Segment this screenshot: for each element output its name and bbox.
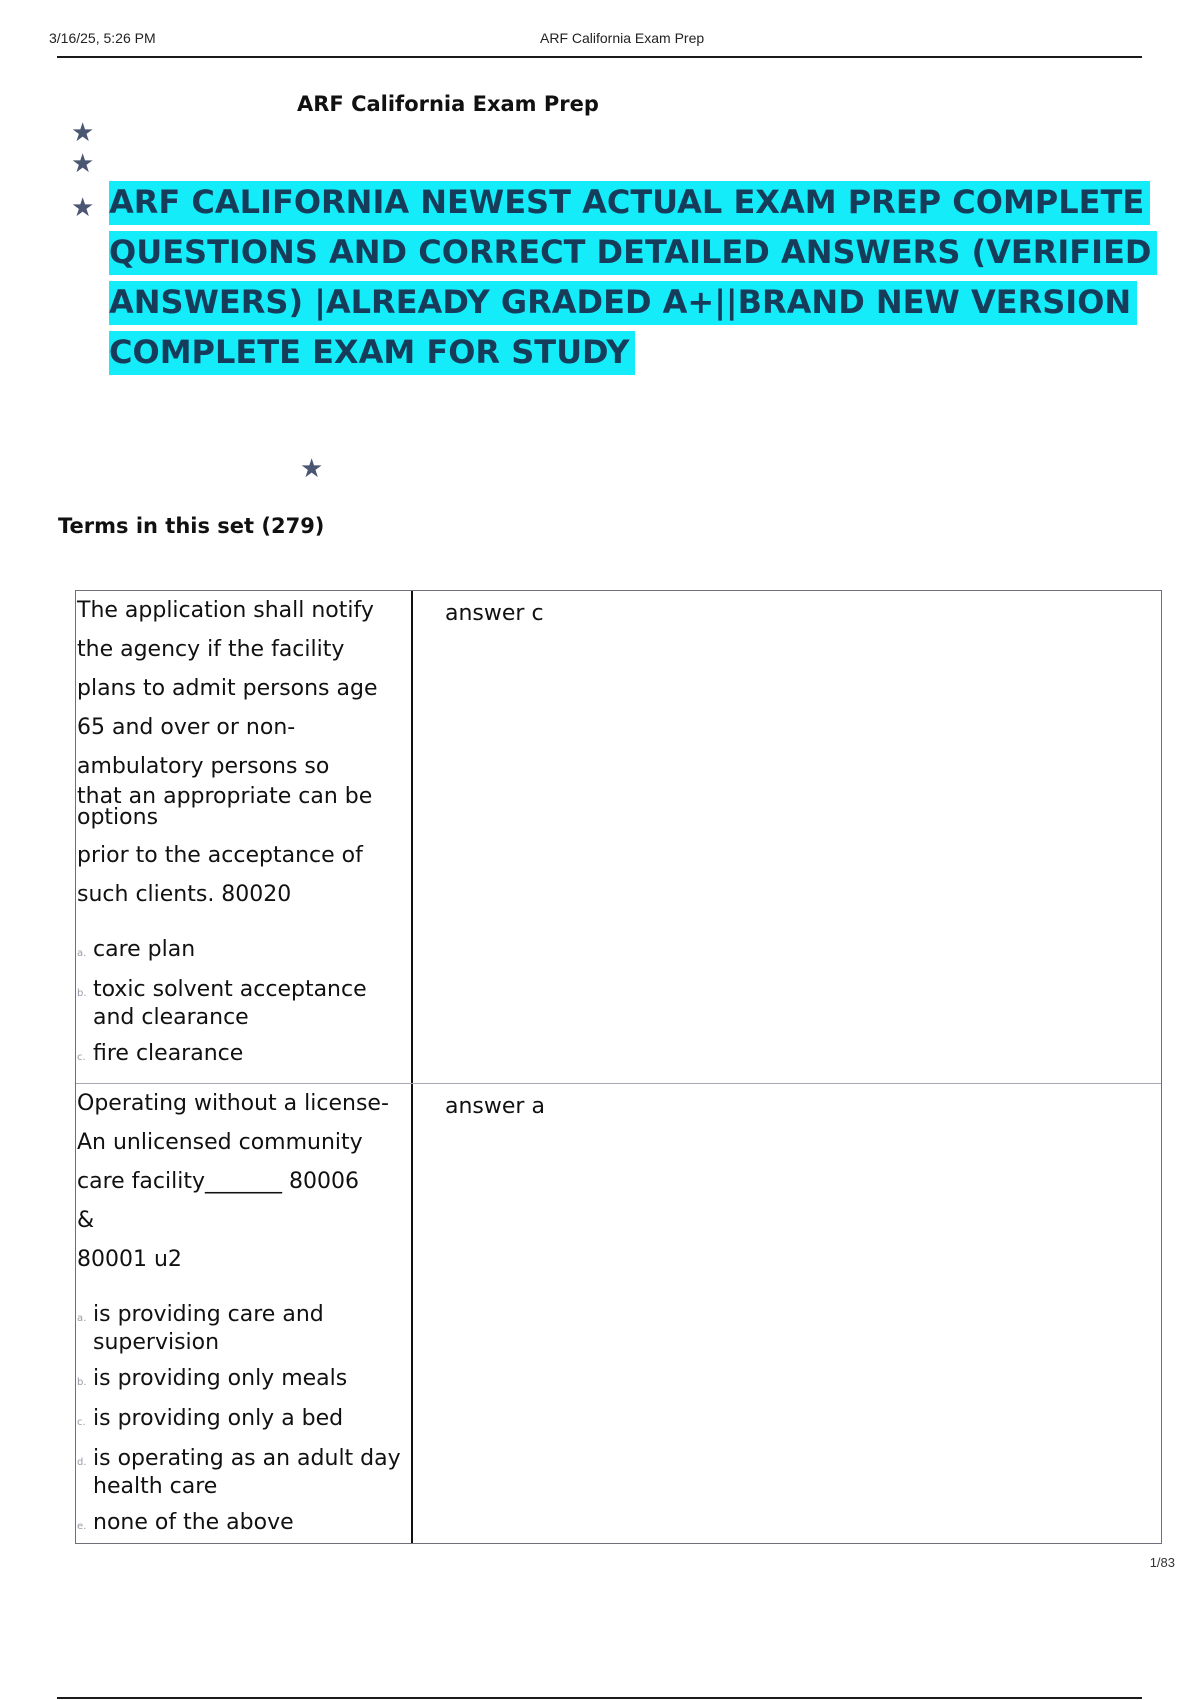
question-line: prior to the acceptance of	[77, 843, 363, 868]
option-item: c. is providing only a bed	[77, 1406, 344, 1431]
option-item: e. none of the above	[77, 1510, 294, 1535]
table-row	[76, 1083, 1161, 1543]
question-line: 80001 u2	[77, 1247, 182, 1272]
answer-cell: answer c	[445, 601, 544, 626]
options-list	[77, 1301, 411, 1541]
star-icon: ★	[71, 118, 95, 148]
page-number: 1/83	[1149, 1555, 1175, 1570]
print-page-title: ARF California Exam Prep	[540, 30, 705, 46]
question-line: An unlicensed community	[77, 1130, 363, 1155]
banner-line: COMPLETE EXAM FOR STUDY	[109, 327, 1149, 377]
option-item: a. care plan	[77, 937, 196, 962]
option-item: d. is operating as an adult day health care	[77, 1446, 401, 1499]
header-rule	[57, 56, 1142, 58]
star-icon: ★	[300, 454, 324, 484]
question-cell	[76, 1084, 413, 1543]
question-line: care facility_______ 80006	[77, 1169, 359, 1194]
title-banner	[109, 177, 1152, 377]
table-row	[76, 591, 1161, 1083]
banner-line: ANSWERS) |ALREADY GRADED A+||BRAND NEW VERSION	[109, 277, 1149, 327]
question-cell	[76, 591, 413, 1083]
option-item: a. is providing care and supervision	[77, 1302, 324, 1355]
question-line: that an appropriate can be	[77, 784, 373, 809]
option-item: b. is providing only meals	[77, 1366, 348, 1391]
print-datetime: 3/16/25, 5:26 PM	[49, 30, 156, 46]
question-line: Operating without a license-	[77, 1091, 389, 1116]
terms-count-label: Terms in this set (279)	[58, 514, 325, 538]
star-icon: ★	[71, 149, 95, 179]
option-item: c. fire clearance	[77, 1041, 244, 1066]
question-line: 65 and over or non-	[77, 715, 296, 740]
question-line: such clients. 80020	[77, 882, 292, 907]
questions-table	[75, 590, 1162, 1544]
question-line: options	[77, 805, 159, 830]
answer-cell: answer a	[445, 1094, 545, 1119]
question-line: the agency if the facility	[77, 637, 345, 662]
options-list	[77, 936, 411, 1072]
option-item: b. toxic solvent acceptance and clearance	[77, 977, 367, 1030]
banner-line: ARF CALIFORNIA NEWEST ACTUAL EXAM PREP COMPLETE	[109, 177, 1149, 227]
document-title: ARF California Exam Prep	[297, 92, 599, 116]
question-line: &	[77, 1208, 95, 1233]
banner-line: QUESTIONS AND CORRECT DETAILED ANSWERS (VERIFIED	[109, 227, 1149, 277]
star-icon: ★	[71, 193, 95, 223]
question-line: plans to admit persons age	[77, 676, 378, 701]
question-line: ambulatory persons so	[77, 754, 330, 779]
footer-rule	[57, 1697, 1142, 1699]
question-line: The application shall notify	[77, 598, 374, 623]
